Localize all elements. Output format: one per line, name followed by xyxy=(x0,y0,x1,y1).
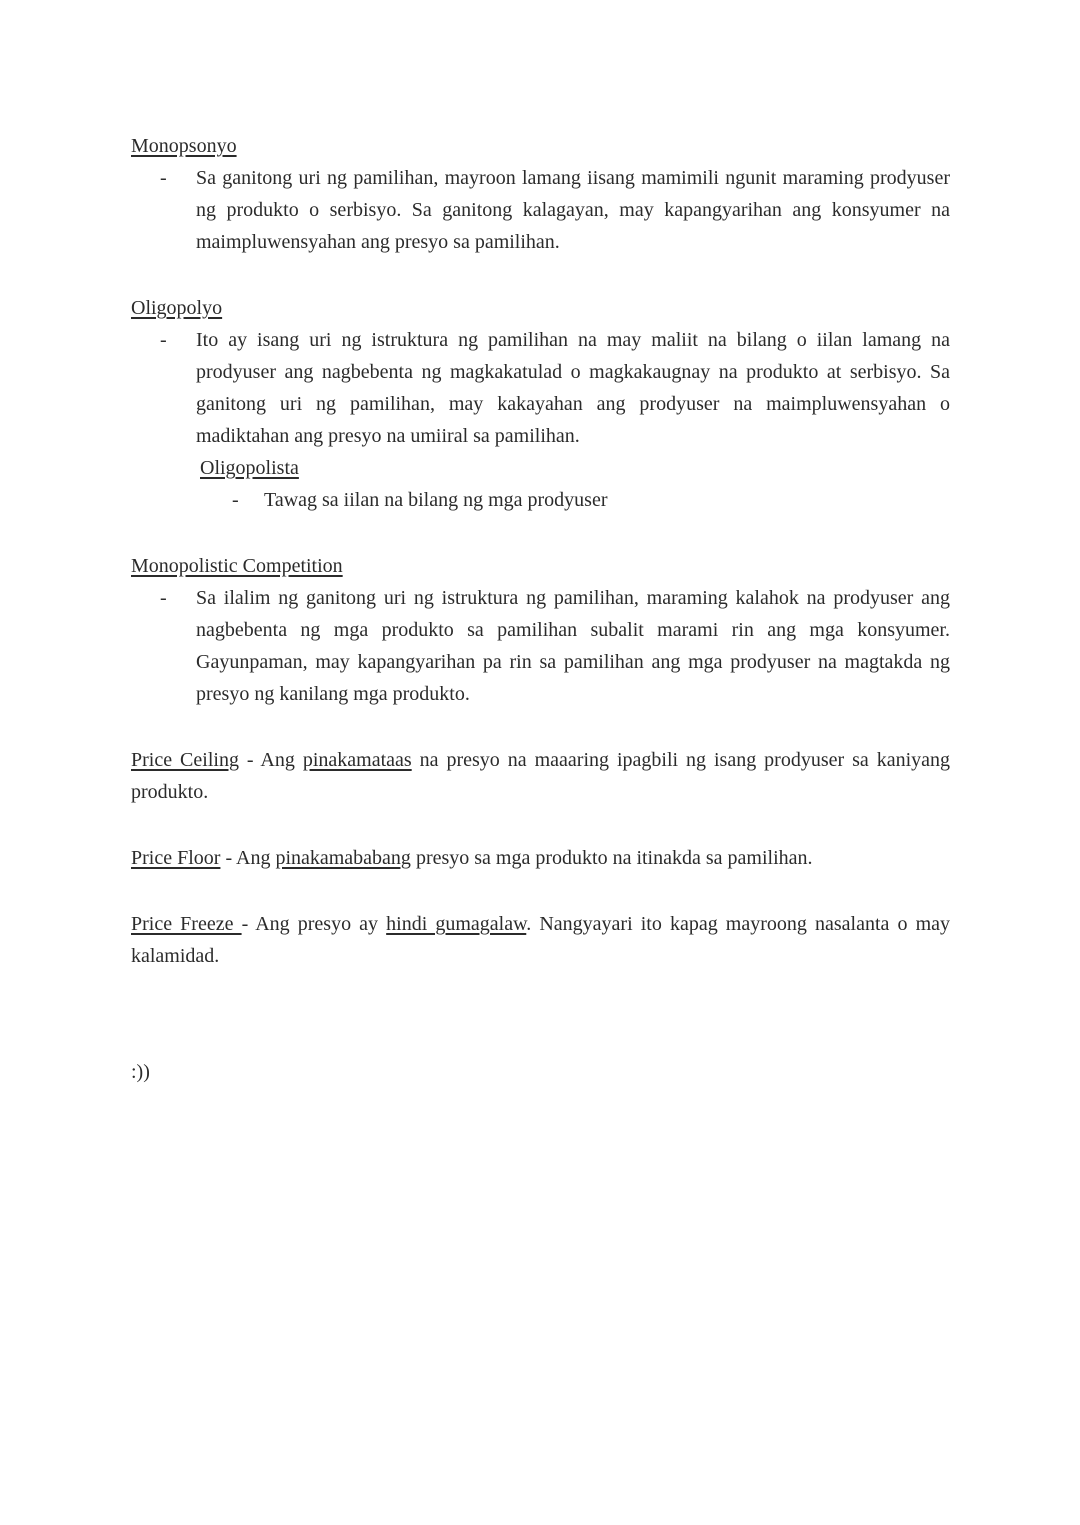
term-pinakamataas: pinakamataas xyxy=(302,749,412,771)
sub-heading-oligopolista: Oligopolista xyxy=(200,457,299,479)
list-item xyxy=(131,582,950,710)
section-oligopolyo xyxy=(131,292,950,516)
term-pinakamababang: pinakamababang xyxy=(275,847,411,869)
term-price-ceiling: Price Ceiling xyxy=(131,749,239,771)
section-monopsonyo xyxy=(131,130,950,258)
section-heading-monopolistic-competition: Monopolistic Competition xyxy=(131,555,343,577)
definition-text: na presyo na maaaring ipagbili ng isang prodyuser sa kaniyang produkto. xyxy=(131,749,951,803)
section-monopolistic-competition xyxy=(131,550,950,710)
bullet-dash: - xyxy=(232,489,239,511)
list-item xyxy=(131,162,950,258)
definition-text: - Ang xyxy=(238,749,303,771)
definition-price-ceiling xyxy=(131,744,950,808)
list-item-body xyxy=(196,162,950,258)
list-item-text: Sa ganitong uri ng pamilihan, mayroon lamang iisang mamimili ngunit maraming prodyuser ng produkto o serbisyo. Sa ganitong kalagayan, may kapangyarihan ang konsyumer na maimpluwensyahan ang presyo sa pamilihan. xyxy=(196,167,950,253)
list-item-text: Sa ilalim ng ganitong uri ng istruktura ng pamilihan, maraming kalahok na prodyuser ang nagbebenta ng mga produkto sa pamilihan subalit marami rin ang mga konsyumer. Gayunpaman, may kapangyarihan pa rin sa pamilihan ang mga prodyuser na magtakda ng presyo ng kanilang mga produkto. xyxy=(196,587,950,705)
section-heading-oligopolyo: Oligopolyo xyxy=(131,297,223,319)
bullet-dash: - xyxy=(160,587,167,609)
section-heading-monopsonyo: Monopsonyo xyxy=(131,135,237,157)
list-item xyxy=(131,324,950,516)
bullet-dash: - xyxy=(160,329,167,351)
sub-list-item xyxy=(200,484,950,516)
list-item-body xyxy=(196,324,950,516)
term-price-floor: Price Floor xyxy=(131,847,221,869)
definition-text: presyo sa mga produkto na itinakda sa pamilihan. xyxy=(410,847,813,869)
definition-price-floor xyxy=(131,842,950,874)
list-item-body xyxy=(196,582,950,710)
definition-text: . Nangyayari ito kapag mayroong nasalanta o may kalamidad. xyxy=(131,913,951,967)
term-price-freeze: Price Freeze xyxy=(131,913,242,935)
list-item-text: Ito ay isang uri ng istruktura ng pamilihan na may maliit na bilang o iilan lamang na prodyuser ang nagbebenta ng magkakatulad o magkakaugnay na produkto at serbisyo. Sa ganitong uri ng pamilihan, may kakayahan ang prodyuser na maimpluwensyahan o madiktahan ang presyo na umiiral sa pamilihan. xyxy=(196,329,950,447)
definition-price-freeze xyxy=(131,908,950,972)
bullet-dash: - xyxy=(160,167,167,189)
sub-list-item-text: Tawag sa iilan na bilang ng mga prodyuser xyxy=(264,489,608,511)
smiley-text: :)) xyxy=(131,1061,150,1083)
term-hindi-gumagalaw: hindi gumagalaw xyxy=(386,913,527,935)
definition-text: - Ang presyo ay xyxy=(241,913,387,935)
definition-text: - Ang xyxy=(220,847,276,869)
